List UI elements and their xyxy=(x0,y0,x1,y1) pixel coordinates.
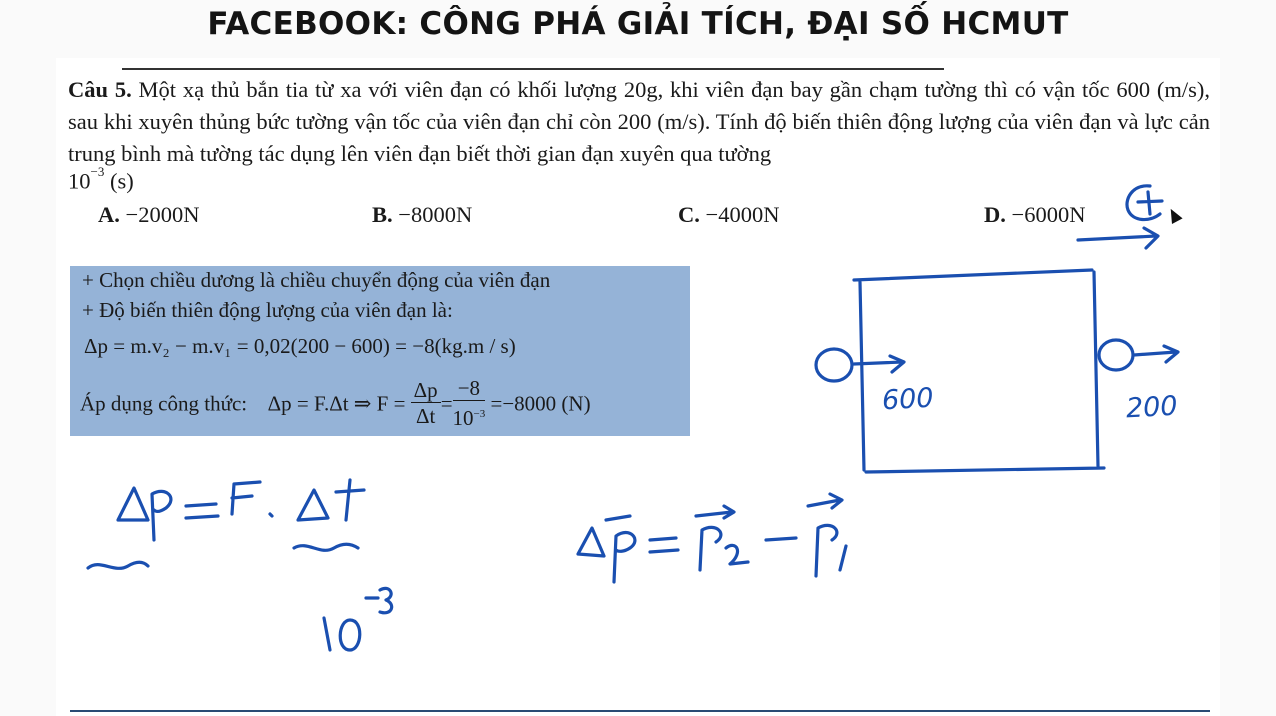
option-value: −6000N xyxy=(1005,202,1086,227)
apply-formula: Δp = F.Δt ⇒ F = xyxy=(267,391,406,416)
bottom-divider xyxy=(70,710,1210,712)
momentum-formula: Δp = m.v₂ − m.v₁ = 0,02(200 − 600) = −8(kg.m / s) xyxy=(84,334,516,358)
apply-label: Áp dụng công thức: xyxy=(80,391,248,416)
fraction-denominator: Δt xyxy=(416,404,436,428)
question-body: Một xạ thủ bắn tia từ xa với viên đạn có khối lượng 20g, khi viên đạn bay gần chạm tường thì có vận tốc 600 (m/s), sau khi xuyên thủng bức tường vận tốc của viên đạn chỉ còn 200 (m/s). Tính độ biến thiên động lượng của viên đạn và lực cản trung bình mà tường tác dụng lên viên đạn biết thời gian đạn xuyên qua tường xyxy=(68,77,1210,166)
equals-sign: = xyxy=(440,391,453,416)
option-value: −2000N xyxy=(119,202,200,227)
den-exponent: −3 xyxy=(473,408,486,420)
option-value: −4000N xyxy=(699,202,780,227)
positive-direction-mark xyxy=(1078,186,1162,248)
solution-line-2: + Độ biến thiên động lượng của viên đạn là: xyxy=(82,298,453,322)
option-value: −8000N xyxy=(392,202,473,227)
bullet-outgoing xyxy=(1099,340,1178,370)
speed-out-label: 200 xyxy=(1125,390,1179,425)
force-result: =−8000 (N) xyxy=(490,391,591,416)
time-unit: (s) xyxy=(104,168,134,194)
option-letter: C. xyxy=(678,202,700,227)
solution-line-1: + Chọn chiều dương là chiều chuyển động của viên đạn xyxy=(82,268,551,292)
speed-in-label: 600 xyxy=(881,382,935,417)
fraction-numerator: −8 xyxy=(453,376,486,401)
fraction-numerator: Δp xyxy=(411,378,441,403)
question-label: Câu 5. xyxy=(68,77,132,102)
den-base: 10 xyxy=(452,406,474,430)
handwritten-vector-equation xyxy=(578,494,846,582)
time-base: 10 xyxy=(68,168,91,194)
option-letter: A. xyxy=(98,202,120,227)
time-exponent: −3 xyxy=(90,164,105,179)
page-title: FACEBOOK: CÔNG PHÁ GIẢI TÍCH, ĐẠI SỐ HCMUT xyxy=(207,6,1069,42)
option-letter: B. xyxy=(372,202,393,227)
handwritten-exponent-note xyxy=(324,588,392,650)
option-letter: D. xyxy=(984,202,1006,227)
handwritten-impulse-equation xyxy=(88,480,364,568)
